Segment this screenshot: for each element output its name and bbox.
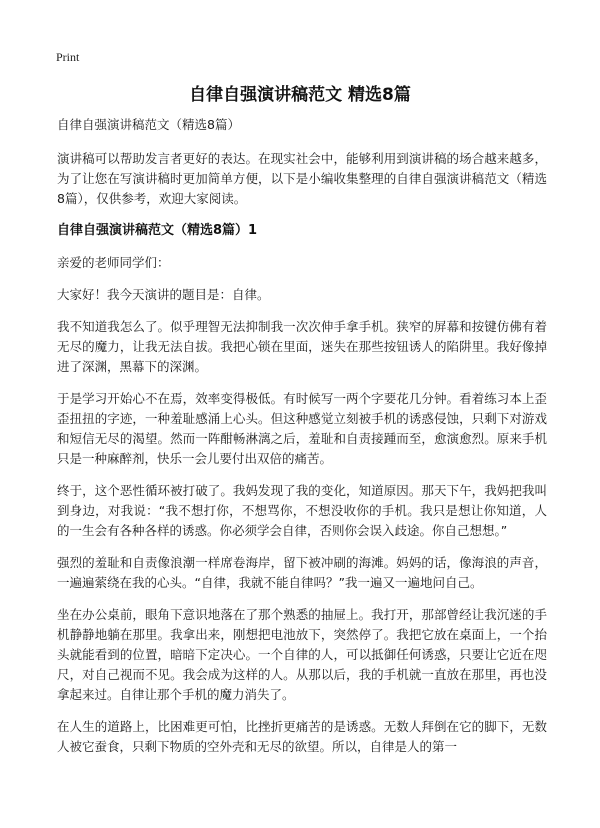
paragraph-body: 坐在办公桌前，眼角下意识地落在了那个熟悉的抽屉上。我打开，那部曾经让我沉迷的手机静静地躺在那里。我拿出来，刚想把电池放下，突然停了。我把它放在桌面上，一个抬头就能看到的位置，暗暗下定决心。一个自律的人，可以抵御任何诱惑，只要让它近在咫尺，对自己视而不见。我会成为这样的人。从那以后，我的手机就一直放在那里，再也没拿起来过。自律让那个手机的魔力消失了。 [57, 607, 547, 702]
page-title: 自律自强演讲稿范文 精选8篇 [189, 85, 411, 105]
paragraph-body: 强烈的羞耻和自责像浪潮一样席卷海岸，留下被冲刷的海滩。妈妈的话，像海浪的声音，一遍遍萦绕在我的心头。“自律，我就不能自律吗？”我一遍又一遍地问自己。 [57, 555, 547, 590]
document-subtitle: 自律自强演讲稿范文（精选8篇） [57, 117, 240, 132]
print-label[interactable]: Print [56, 50, 80, 64]
intro-paragraph: 演讲稿可以帮助发言者更好的表达。在现实社会中，能够利用到演讲稿的场合越来越多，为了让您在写演讲稿时更加简单方便，以下是小编收集整理的自律自强演讲稿范文（精选8篇），仅供参考，欢迎大家阅读。 [57, 151, 547, 206]
paragraph-salutation: 亲爱的老师同学们： [57, 255, 170, 270]
paragraph-body: 在人生的道路上，比困难更可怕，比挫折更痛苦的是诱惑。无数人拜倒在它的脚下，无数人被它蚕食，只剩下物质的空外壳和无尽的欲望。所以，自律是人的第一 [57, 719, 547, 754]
paragraph-body: 于是学习开始心不在焉，效率变得极低。有时候写一两个字要花几分钟。看着练习本上歪歪扭扭的字迹，一种羞耻感涌上心头。但这种感觉立刻被手机的诱惑侵蚀，只剩下对游戏和短信无尽的渴望。然而一阵酣畅淋漓之后，羞耻和自责接踵而至，愈演愈烈。原来手机只是一种麻醉剂，快乐一会儿要付出双倍的痛苦。 [57, 391, 547, 466]
paragraph-body: 终于，这个恶性循环被打破了。我妈发现了我的变化，知道原因。那天下午，我妈把我叫到身边，对我说：“我不想打你，不想骂你，不想没收你的手机。我只是想让你知道，人的一生会有各种各样的诱惑。你必须学会自律，否则你会误入歧途。你自己想想。” [57, 483, 547, 538]
paragraph-greeting: 大家好！我今天演讲的题目是：自律。 [57, 287, 270, 302]
document-body [57, 115, 547, 769]
paragraph-body: 我不知道我怎么了。似乎理智无法抑制我一次次伸手拿手机。狭窄的屏幕和按键仿佛有着无尽的魔力，让我无法自拔。我把心锁在里面，迷失在那些按钮诱人的陷阱里。我好像掉进了深渊，黑幕下的深渊。 [57, 319, 547, 374]
section-heading: 自律自强演讲稿范文（精选8篇）1 [57, 223, 258, 238]
